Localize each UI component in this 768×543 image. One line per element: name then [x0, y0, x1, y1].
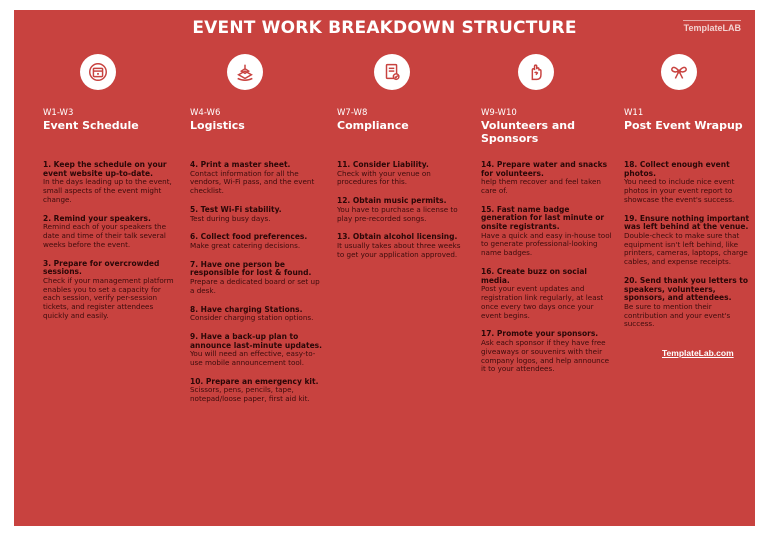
column-title: Post Event Wrapup	[624, 119, 743, 132]
task-title: 18. Collect enough event photos.	[624, 160, 730, 178]
task-item	[624, 215, 755, 267]
task-desc: Make great catering decisions.	[190, 240, 301, 250]
calendar-badge-icon	[80, 54, 116, 90]
task-item	[624, 161, 755, 205]
column-title: Volunteers and Sponsors	[481, 119, 576, 145]
task-list	[481, 161, 613, 374]
task-item	[481, 206, 613, 258]
task-desc: Have a quick and easy in-house tool to generate professional-looking name badges.	[481, 230, 612, 258]
task-title: 5. Test Wi-Fi stability.	[190, 204, 282, 214]
task-list	[190, 161, 322, 404]
brand-rule	[683, 20, 741, 21]
watermark-link[interactable]: TemplateLab.com	[662, 348, 734, 358]
page-title: EVENT WORK BREAKDOWN STRUCTURE	[192, 18, 577, 38]
column-post-event-wrapup	[624, 54, 755, 339]
logistics-box-icon	[227, 54, 263, 90]
task-title: 2. Remind your speakers.	[43, 213, 151, 223]
task-desc: Double-check to make sure that equipment isn't left behind, like printers, cameras, laptops, charge cables, and expense receipts.	[624, 230, 748, 267]
task-item	[43, 215, 175, 250]
task-title: 10. Prepare an emergency kit.	[190, 376, 319, 386]
task-item	[481, 330, 613, 374]
week-label: W11	[624, 108, 644, 118]
task-desc: Ask each sponsor if they have free giveaways or souvenirs with their company logos, and help announce it to your attendees.	[481, 337, 610, 374]
task-desc: Consider charging station options.	[190, 313, 314, 323]
task-desc: You have to purchase a license to play pre-recorded songs.	[337, 204, 458, 223]
task-item	[190, 261, 322, 296]
task-item	[337, 161, 469, 187]
week-label: W7-W8	[337, 108, 368, 118]
task-item	[43, 161, 175, 205]
column-compliance	[337, 54, 469, 270]
task-title: 7. Have one person be responsible for lost & found.	[190, 259, 312, 278]
task-item	[337, 233, 469, 259]
task-title: 3. Prepare for overcrowded sessions.	[43, 258, 160, 277]
task-desc: You need to include nice event photos in your event report to showcase the event's success.	[624, 177, 735, 204]
task-desc: Prepare a dedicated board or set up a desk.	[190, 276, 320, 295]
brand-logo: TemplateLAB	[683, 23, 741, 33]
task-item	[624, 277, 755, 329]
gift-bow-icon	[661, 54, 697, 90]
task-desc: help them recover and feel taken care of.	[481, 177, 601, 195]
column-title: Event Schedule	[43, 119, 139, 132]
task-desc: Scissors, pens, pencils, tape, notepad/loose paper, first aid kit.	[190, 385, 310, 404]
task-item	[481, 161, 613, 196]
week-label: W1-W3	[43, 108, 74, 118]
compliance-document-icon	[374, 54, 410, 90]
task-desc: You will need an effective, easy-to-use mobile announcement tool.	[190, 349, 316, 367]
task-title: 15. Fast name badge generation for last minute or onsite registrants.	[481, 204, 605, 231]
task-title: 16. Create buzz on social media.	[481, 266, 587, 285]
column-title: Logistics	[190, 119, 245, 132]
task-title: 17. Promote your sponsors.	[481, 329, 599, 339]
task-item	[190, 378, 322, 404]
task-desc: Check if your management platform enables you to set a capacity for each session, verify per-session tickets, and register attendees quickly and easily.	[43, 275, 174, 320]
task-title: 4. Print a master sheet.	[190, 160, 291, 169]
task-title: 1. Keep the schedule on your event website up-to-date.	[43, 160, 167, 178]
task-title: 9. Have a back-up plan to announce last-minute updates.	[190, 331, 322, 350]
task-desc: Be sure to mention their contribution and your event's success.	[624, 301, 731, 329]
week-label: W9-W10	[481, 108, 517, 118]
task-desc: Remind each of your speakers the date and time of their talk several weeks before the event.	[43, 222, 167, 249]
task-item	[43, 260, 175, 321]
task-title: 8. Have charging Stations.	[190, 304, 303, 314]
task-desc: Post your event updates and registration link regularly, at least once every two days once your event begins.	[481, 284, 604, 320]
week-label: W4-W6	[190, 108, 221, 118]
task-desc: Check with your venue on procedures for this.	[337, 168, 431, 187]
task-title: 13. Obtain alcohol licensing.	[337, 232, 458, 242]
task-title: 19. Ensure nothing important was left behind at the venue.	[624, 213, 750, 232]
column-logistics	[190, 54, 322, 414]
task-item	[190, 206, 322, 223]
task-title: 20. Send thank you letters to speakers, volunteers, sponsors, and attendees.	[624, 275, 749, 303]
task-item	[190, 161, 322, 196]
task-list	[337, 161, 469, 260]
task-title: 14. Prepare water and snacks for volunteers.	[481, 160, 608, 178]
task-item	[337, 197, 469, 223]
column-volunteers-sponsors	[481, 54, 613, 384]
task-desc: It usually takes about three weeks to get your application approved.	[337, 240, 461, 259]
task-item	[481, 268, 613, 320]
task-list	[43, 161, 175, 321]
task-list	[624, 161, 755, 329]
task-desc: In the days leading up to the event, small aspects of the event might change.	[43, 177, 172, 204]
wbs-poster	[14, 10, 755, 526]
volunteer-hand-icon	[518, 54, 554, 90]
task-title: 6. Collect food preferences.	[190, 232, 308, 242]
task-item	[190, 306, 322, 323]
task-item	[190, 333, 322, 368]
task-desc: Contact information for all the vendors, Wi-Fi pass, and the event checklist.	[190, 168, 315, 196]
task-desc: Test during busy days.	[190, 213, 271, 223]
column-event-schedule	[43, 54, 175, 331]
column-title: Compliance	[337, 119, 409, 132]
task-title: 12. Obtain music permits.	[337, 196, 447, 206]
task-item	[190, 233, 322, 250]
task-title: 11. Consider Liability.	[337, 160, 429, 169]
